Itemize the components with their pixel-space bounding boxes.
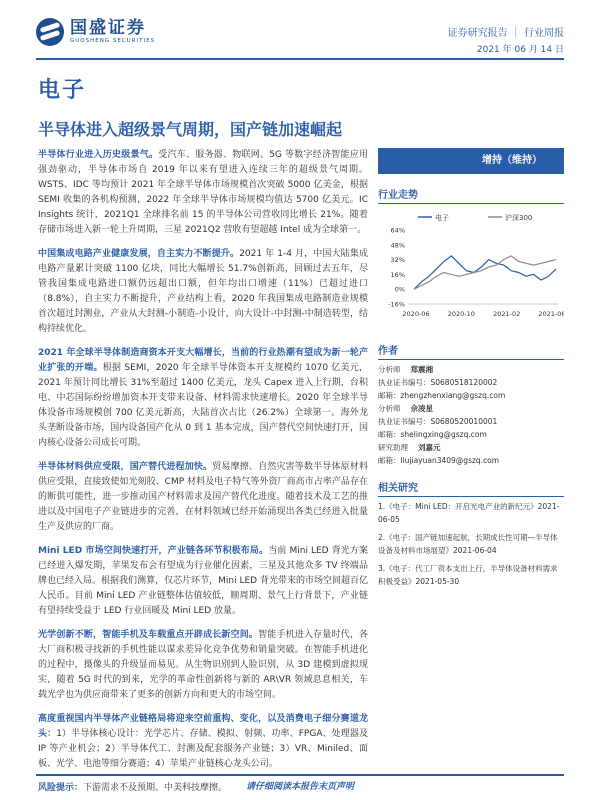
paragraph (38, 544, 368, 619)
series-line (414, 256, 556, 289)
paragraph-lead: 2021 年全球半导体制造商资本开支大幅增长，当前的行业热潮有望成为新一轮产业扩张的开端。 (38, 348, 368, 373)
x-tick-label: 2020-06 (402, 310, 430, 318)
paragraph-text: 1）半导体核心设计：光学芯片、存储、模拟、射频、功率、FPGA、处理器及 IP 等产业机会；2）半导体代工、封测及配套服务产业链；3）VR、Miniled、面板、光学、电池等细分赛道；4）苹果产业链核心龙头公司。 (38, 729, 368, 769)
y-tick-label: -16% (388, 300, 405, 309)
paragraph-lead: 中国集成电路产业健康发展，自主实力不断提升。 (38, 249, 240, 259)
paragraph-text: 当前 Mini LED 背光方案已经进入爆发期，苹果发布会有望成为行业催化因素，三星及其他众多 TV 终端品牌也已经入局。根据我们测算，仅芯片环节，Mini LED 背光带来的市场空间超百亿人民币。目前 Mini LED 产业链整体估值较低，顺周期、景气上行背景下，产业链有望持续受益于 LED 行业回暖及 Mini LED 放量。 (38, 546, 368, 616)
rating-badge: 增持（维持） (378, 148, 564, 174)
paragraph-text: 下游需求不及预期、中美科技摩擦。 (83, 783, 228, 793)
author-entry (378, 441, 564, 454)
report-headline: 半导体进入超级景气周期，国产链加速崛起 (38, 120, 343, 139)
author-list (378, 363, 564, 467)
company-logo (36, 18, 155, 46)
authors-title: 作者 (378, 342, 564, 360)
paragraph-lead: 高度重视国内半导体产业链格局将迎来空前重构、变化，以及消费电子细分赛道龙头： (38, 714, 368, 739)
legend-label: 沪深300 (505, 214, 533, 222)
y-tick-label: 64% (390, 226, 405, 235)
author-cert: 执业证书编号：S0680518120002 (378, 378, 498, 387)
author-email[interactable]: 邮箱：liujiayuan3409@gszq.com (378, 456, 500, 465)
paragraph-text: 根据 SEMI，2020 年全球半导体资本开支规模约 1070 亿美元，2021 年预计同比增长 31%至超过 1400 亿美元，龙头 Capex 进入上行期，台积电、中芯国际纷纷增加资本开支带来设备、材料需求快速增长。2020 年全球半导体设备市场规模创 700 亿美元新高，大陆首次占比（26.2%）全球第一。海外龙头垄断设备市场，国内设备国产化从 0 到 1 基本完成，国产替代空间快速打开，国内核心设备公司成长可期。 (38, 363, 368, 448)
y-tick-label: 32% (390, 256, 405, 265)
logo-text-cn: 国盛证券 (70, 18, 146, 38)
paragraph-lead: 光学创新不断，智能手机及车载重点开辟成长新空间。 (38, 630, 259, 640)
author-cert: 执业证书编号：S0680520010001 (378, 417, 498, 426)
author-email[interactable]: 邮箱：shelingxing@gszq.com (378, 430, 487, 439)
author-name: 佘凌星 (410, 404, 433, 413)
legend-label: 电子 (435, 214, 449, 222)
paragraph-lead: 半导体行业进入历史级景气。 (38, 150, 159, 160)
sidebar (378, 148, 564, 594)
paragraph-text: 贸易摩擦、自然灾害等数半导体原材料供应受限，直接致使如光刻胶、CMP 材料及电子特气等外资厂商高市占率产品存在的断供可能性，进一步推动国产材料需求及国产替代化进度。随着技术及工艺的推进以及中国电子产业链进步的完善，在材料领域已经开始涌现出各类已经进入批量生产及供应的厂商。 (38, 462, 368, 532)
author-email[interactable]: 邮箱：zhengzhenxiang@gszq.com (378, 391, 506, 400)
author-entry (378, 402, 564, 415)
related-item[interactable]: 3.《电子：代工厂资本支出上行，半导体设备材料需求积极受益》2021-05-30 (378, 564, 558, 586)
paragraph-text: 智能手机进入存量时代，各大厂商积极寻找新的手机性能以谋求差异化竞争优势和销量突破。在智能手机进化的过程中，摄像头的升级显而易见。从生物识别到人脸识别，从 3D 建模到虚拟现实，随着 5G 时代的到来，光学的革命性创新将与新的 AR\VR 领域息息相关，车载光学也为供应商带来了更多的创新方向和更大的市场空间。 (38, 630, 368, 700)
author-role: 研究助理 (378, 443, 408, 452)
paragraph-text: 受汽车、服务器、物联网、5G 等数字经济智能应用强劲驱动，半导体市场自 2019 年以来有望进入连续三年的超级景气周期。WSTS、IDC 等均预计 2021 年全球半导体市场规模首次突破 5000 亿美金，根据 SEMI 收集的各机构预测，2022 年全球半导体市场规模均值达 5700 亿美元。IC Insights 统计，2021Q1 全球排名前 15 的半导体公司营收同比增长 21%。随着存储市场进入新一轮上升周期，三星 2021Q2 营收有望超越 Intel 成为全球第一。 (38, 150, 368, 235)
paragraph (38, 712, 368, 772)
industry-title: 电子 (38, 78, 87, 103)
main-content (38, 148, 368, 800)
logo-mark-icon (36, 18, 64, 46)
x-tick-label: 2021-02 (493, 310, 521, 318)
y-tick-label: 48% (390, 241, 405, 250)
author-name: 刘嘉元 (418, 443, 441, 452)
related-title: 相关研究 (378, 479, 564, 497)
x-tick-label: 2020-10 (447, 310, 475, 318)
paragraph (38, 460, 368, 535)
y-tick-label: 0% (394, 285, 405, 294)
paragraph (38, 628, 368, 703)
paragraph (38, 247, 368, 337)
trend-title: 行业走势 (378, 186, 564, 204)
author-role: 分析师 (378, 404, 401, 413)
author-name: 郑震湘 (410, 365, 433, 374)
x-tick-label: 2021-06 (538, 310, 564, 318)
related-item[interactable]: 2.《电子：国产链加速起航，长期成长性可期—半导体设备及材料市场展望》2021-06-04 (378, 533, 558, 555)
paragraph-text: 2021 年 1-4 月，中国大陆集成电路产量累计突破 1100 亿块，同比大幅增长 51.7%创新高，回顾过去五年，尽管我国集成电路进口额仍远超出口额，但年均出口增速（11%）已超过进口（8.8%），自主实力不断提升，产业结构上看，2020 年我国集成电路制造业规模首次超过封测业，产业从大封测-小制造-小设计，向大设计-中封测-中制造转型，结构持续优化。 (38, 249, 368, 334)
y-tick-label: 16% (390, 270, 405, 279)
series-line (414, 256, 556, 289)
paragraph (38, 148, 368, 238)
author-role: 分析师 (378, 365, 401, 374)
paragraph-lead: 半导体材料供应受限，国产替代进程加快。 (38, 462, 213, 472)
paragraph-lead: Mini LED 市场空间快速打开，产业链各环节积极布局。 (38, 546, 269, 556)
paragraph (38, 346, 368, 451)
trend-chart (378, 208, 564, 326)
report-header (0, 0, 600, 60)
related-item[interactable]: 1.《电子：Mini LED：开启光电产业的新纪元》2021-06-05 (378, 502, 560, 524)
footer-note: 请仔细阅读本报告末页声明 (245, 782, 354, 792)
trend-chart-svg (378, 208, 564, 326)
logo-text-en: GUOSHENG SECURITIES (70, 38, 156, 44)
author-entry (378, 363, 564, 376)
footer-divider (36, 774, 564, 776)
related-list (378, 501, 564, 588)
report-type: 证券研究报告 ｜ 行业周报 (447, 28, 564, 39)
paragraph-lead: 风险提示： (38, 783, 84, 793)
header-divider (36, 58, 564, 60)
report-date: 2021 年 06 月 14 日 (476, 45, 564, 55)
